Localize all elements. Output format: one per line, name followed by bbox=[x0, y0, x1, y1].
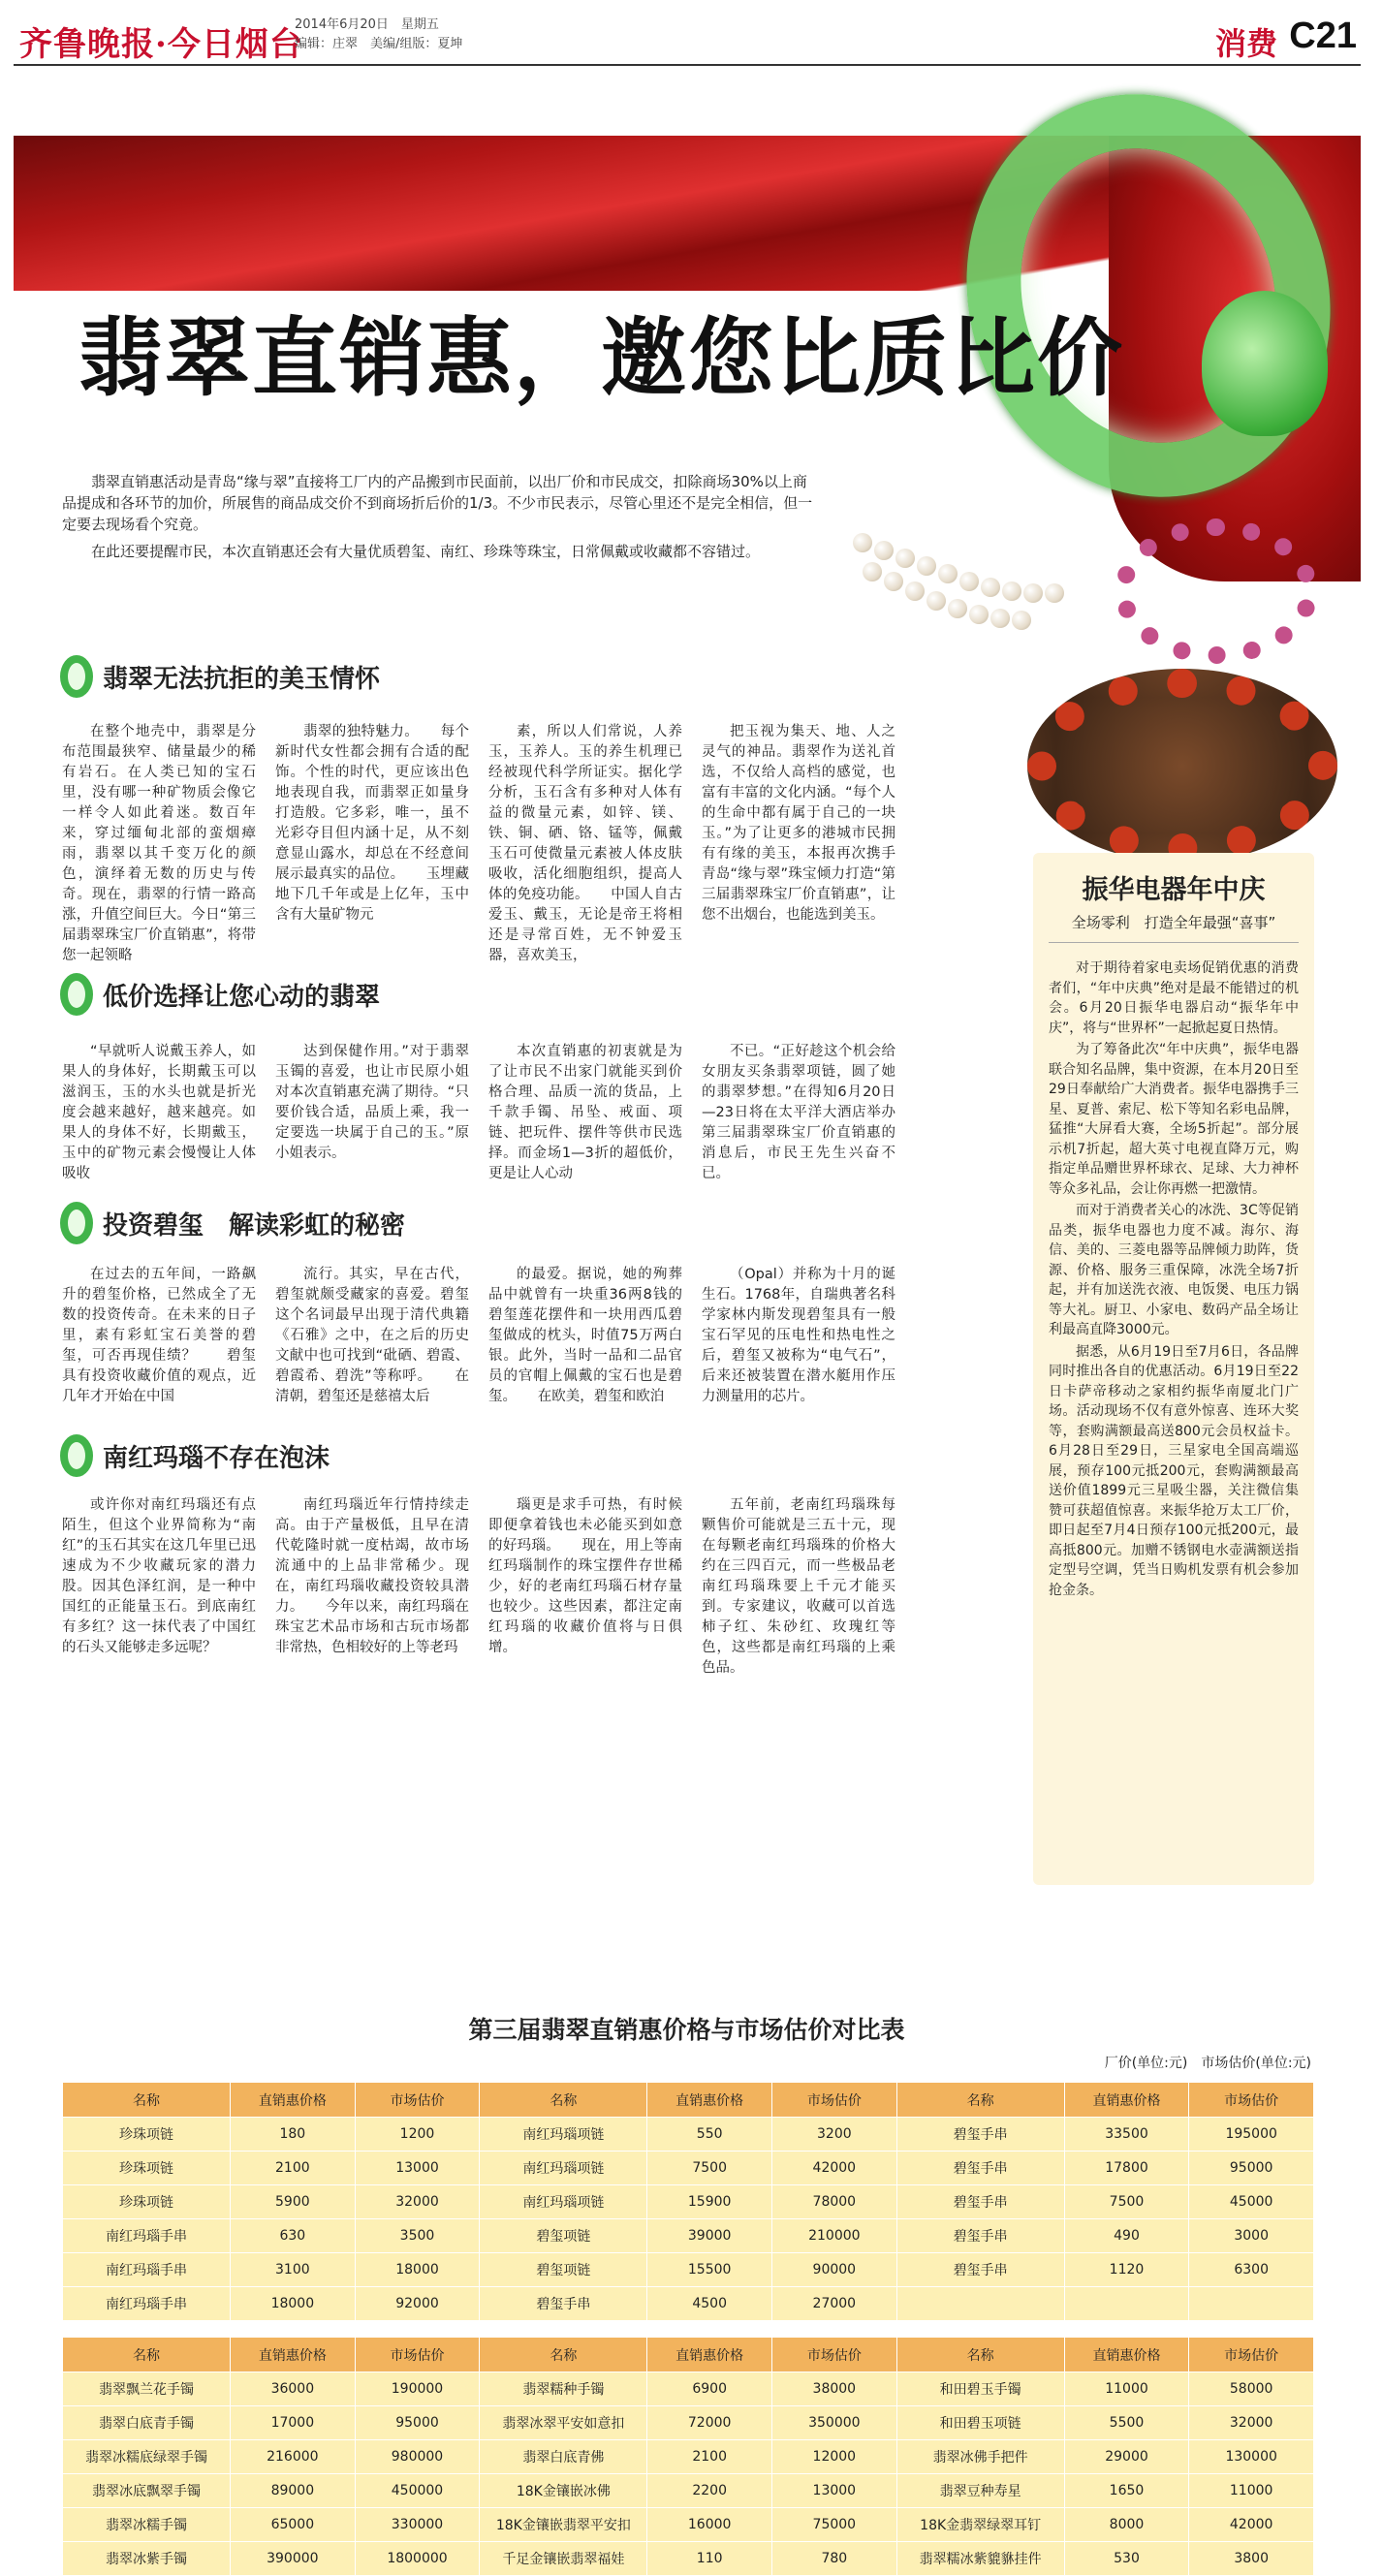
column-header: 直销惠价格 bbox=[231, 2083, 356, 2118]
column-header: 市场估价 bbox=[772, 2338, 897, 2372]
price-cell: 89000 bbox=[231, 2474, 356, 2508]
product-name-cell: 珍珠项链 bbox=[63, 2152, 231, 2185]
column-header: 市场估价 bbox=[355, 2083, 480, 2118]
sidebar-title: 振华电器年中庆 bbox=[1082, 875, 1266, 905]
article-column: 在整个地壳中，翡翠是分布范围最狭窄、储量最少的稀有岩石。在人类已知的宝石里，没有哪一种矿物质会像它一样令人如此着迷。数百年来，穿过缅甸北部的蛮烟瘴雨，翡翠以其千变万化的颜色，演绎着无数的历史与传奇。现在，翡翠的行情一路高涨，升值空间巨大。今日“第三届翡翠珠宝厂价直销惠”，将带您一起领略 bbox=[62, 724, 256, 963]
sidebar-paragraph: 而对于消费者关心的冰洗、3C等促销品类，振华电器也力度不减。海尔、海信、美的、三菱电器等品牌倾力助阵，货源、价格、服务三重保障，冰洗全场7折起，并有加送洗衣液、电饭煲、电压力锅等大礼。厨卫、小家电、数码产品全场让利最高直降3000元。 bbox=[1049, 1203, 1299, 1337]
product-name-cell: 翡翠糯冰紫貔貅挂件 bbox=[896, 2542, 1064, 2576]
price-cell: 6900 bbox=[647, 2372, 772, 2406]
issue-meta bbox=[295, 16, 462, 54]
price-table-1 bbox=[62, 2082, 1314, 2321]
section-title: 投资碧玺 解读彩虹的秘密 bbox=[103, 1210, 406, 1241]
price-cell: 18000 bbox=[231, 2287, 356, 2321]
column-header: 名称 bbox=[896, 2338, 1064, 2372]
price-cell: 27000 bbox=[772, 2287, 897, 2321]
article-column: 素，所以人们常说，人养玉，玉养人。玉的养生机理已经被现代科学所证实。据化学分析，玉石含有多种对人体有益的微量元素，如锌、镁、铁、铜、硒、铬、锰等，佩戴玉石可使微量元素被人体皮肤吸收，活化细胞组织，提高人体的免疫功能。 中国人自古爱玉、戴玉，无论是帝王将相还是寻常百姓，无不钟爱玉器，喜欢美玉， bbox=[488, 724, 682, 963]
price-cell: 95000 bbox=[355, 2406, 480, 2440]
column-header: 直销惠价格 bbox=[647, 2338, 772, 2372]
product-name-cell: 碧玺手串 bbox=[896, 2152, 1064, 2185]
price-cell: 16000 bbox=[647, 2508, 772, 2542]
product-name-cell: 碧玺手串 bbox=[896, 2118, 1064, 2152]
price-cell: 216000 bbox=[231, 2440, 356, 2474]
column-header: 名称 bbox=[480, 2083, 647, 2118]
table-header-row bbox=[63, 2083, 1314, 2118]
table-row bbox=[63, 2287, 1314, 2321]
price-cell: 4500 bbox=[647, 2287, 772, 2321]
section-title: 低价选择让您心动的翡翠 bbox=[103, 982, 381, 1012]
column-header: 名称 bbox=[63, 2338, 231, 2372]
table-row bbox=[63, 2474, 1314, 2508]
sidebar-ad bbox=[1033, 853, 1314, 1885]
price-cell: 190000 bbox=[355, 2372, 480, 2406]
newspaper-logo bbox=[19, 17, 303, 65]
article-column: 五年前，老南红玛瑙珠每颗售价可能就是三五十元，现在每颗老南红玛瑙珠的价格大约在三四百元，而一些极品老南红玛瑙珠要上千元才能买到。专家建议，收藏可以首选柿子红、朱砂红、玫瑰红等色，这些都是南红玛瑙的上乘色品。 bbox=[702, 1497, 895, 1676]
column-header: 名称 bbox=[480, 2338, 647, 2372]
price-cell: 17000 bbox=[231, 2406, 356, 2440]
section-heading bbox=[60, 1434, 330, 1477]
price-cell: 2100 bbox=[647, 2440, 772, 2474]
column-header: 市场估价 bbox=[1189, 2083, 1314, 2118]
price-cell: 630 bbox=[231, 2219, 356, 2253]
tourmaline-bracelet-image bbox=[1115, 518, 1318, 664]
product-name-cell bbox=[896, 2287, 1064, 2321]
article-columns bbox=[62, 722, 954, 966]
article-columns bbox=[62, 1265, 895, 1407]
column-header: 市场估价 bbox=[772, 2083, 897, 2118]
price-cell: 3000 bbox=[1189, 2219, 1314, 2253]
price-cell: 11000 bbox=[1189, 2474, 1314, 2508]
product-name-cell: 珍珠项链 bbox=[63, 2185, 231, 2219]
price-cell: 32000 bbox=[355, 2185, 480, 2219]
table-row bbox=[63, 2253, 1314, 2287]
table-row bbox=[63, 2118, 1314, 2152]
price-cell: 490 bbox=[1064, 2219, 1189, 2253]
article-columns bbox=[62, 1042, 895, 1184]
column-header: 直销惠价格 bbox=[647, 2083, 772, 2118]
table-row bbox=[63, 2508, 1314, 2542]
section-heading bbox=[60, 973, 380, 1016]
price-cell: 1120 bbox=[1064, 2253, 1189, 2287]
column-header: 直销惠价格 bbox=[1064, 2338, 1189, 2372]
product-name-cell: 南红玛瑙项链 bbox=[480, 2118, 647, 2152]
sidebar-paragraph: 为了筹备此次“年中庆典”，振华电器联合知名品牌，集中资源，在本月20日至29日奉献给广大消费者。振华电器携手三星、夏普、索尼、松下等知名彩电品牌，猛推“大屏看大赛，全场5折起”。部分展示机7折起，超大英寸电视直降万元，购指定单品赠世界杯球衣、足球、大力神杯等众多礼品，会让你再燃一把激情。 bbox=[1049, 1042, 1299, 1197]
product-name-cell: 翡翠冰佛手把件 bbox=[896, 2440, 1064, 2474]
section-label: 消费 bbox=[1214, 25, 1277, 62]
article-columns bbox=[62, 1495, 895, 1679]
intro-paragraph: 在此还要提醒市民，本次直销惠还会有大量优质碧玺、南红、珍珠等珠宝，日常佩戴或收藏都不容错过。 bbox=[91, 543, 761, 560]
product-name-cell: 翡翠冰底飘翠手镯 bbox=[63, 2474, 231, 2508]
price-cell: 29000 bbox=[1064, 2440, 1189, 2474]
section-title: 翡翠无法抗拒的美玉情怀 bbox=[103, 664, 381, 694]
price-cell: 72000 bbox=[647, 2406, 772, 2440]
article-column: 在过去的五年间，一路飙升的碧玺价格，已然成全了无数的投资传奇。在未来的日子里，素有彩虹宝石美誉的碧玺，可否再现佳绩？ 碧玺具有投资收藏价值的观点，近几年才开始在中国 bbox=[62, 1267, 256, 1404]
product-name-cell: 碧玺项链 bbox=[480, 2253, 647, 2287]
price-cell: 980000 bbox=[355, 2440, 480, 2474]
price-cell: 3200 bbox=[772, 2118, 897, 2152]
sidebar-subtitle: 全场零利 打造全年最强“喜事” bbox=[1049, 912, 1299, 943]
price-cell: 6300 bbox=[1189, 2253, 1314, 2287]
price-cell: 8000 bbox=[1064, 2508, 1189, 2542]
jade-ring-icon bbox=[60, 655, 93, 698]
article-column: （Opal）并称为十月的诞生石。1768年，自瑞典著名科学家林内斯发现碧玺具有一般宝石罕见的压电性和热电性之后，碧玺又被称为“电气石”，后来还被装置在潜水艇用作压力测量用的芯片。 bbox=[702, 1267, 895, 1404]
column-header: 市场估价 bbox=[1189, 2338, 1314, 2372]
price-cell: 90000 bbox=[772, 2253, 897, 2287]
section-heading bbox=[60, 655, 380, 698]
article-column: “早就听人说戴玉养人，如果人的身体好，长期戴玉可以滋润玉，玉的水头也就是折光度会越来越好，越来越亮。如果人的身体不好，长期戴玉，玉中的矿物元素会慢慢让人体吸收 bbox=[62, 1044, 256, 1181]
product-name-cell: 南红玛瑙项链 bbox=[480, 2185, 647, 2219]
product-name-cell: 碧玺手串 bbox=[896, 2253, 1064, 2287]
intro-text bbox=[62, 471, 818, 568]
sidebar-body bbox=[1049, 958, 1299, 1600]
pearl-necklace-image bbox=[853, 523, 1105, 640]
section-heading bbox=[60, 1202, 405, 1244]
price-cell: 5900 bbox=[231, 2185, 356, 2219]
price-cell: 110 bbox=[647, 2542, 772, 2576]
price-cell: 33500 bbox=[1064, 2118, 1189, 2152]
article-column: 翡翠的独特魅力。 每个新时代女性都会拥有合适的配饰。个性的时代，更应该出色地表现自我，而翡翠正如量身打造般。它多彩，唯一，虽不光彩夺目但内涵十足，从不刻意显山露水，却总在不经意间展示最真实的品位。 玉埋藏地下几千年或是上亿年，玉中含有大量矿物元 bbox=[275, 724, 469, 923]
issue-date: 2014年6月20日 星期五 bbox=[295, 17, 439, 32]
product-name-cell: 翡翠飘兰花手镯 bbox=[63, 2372, 231, 2406]
table-row bbox=[63, 2542, 1314, 2576]
price-cell: 450000 bbox=[355, 2474, 480, 2508]
price-cell: 65000 bbox=[231, 2508, 356, 2542]
table-row bbox=[63, 2406, 1314, 2440]
masthead bbox=[14, 8, 1361, 66]
article-column: 南红玛瑙近年行情持续走高。由于产量极低，且早在清代乾隆时就一度枯竭，故市场流通中的上品非常稀少。现在，南红玛瑙收藏投资较具潜力。 今年以来，南红玛瑙在珠宝艺术品市场和古玩市场都非常热，色相较好的上等老玛 bbox=[275, 1497, 469, 1655]
product-name-cell: 和田碧玉手镯 bbox=[896, 2372, 1064, 2406]
product-name-cell: 珍珠项链 bbox=[63, 2118, 231, 2152]
price-units: 厂价(单位:元) 市场估价(单位:元) bbox=[1104, 2056, 1311, 2071]
price-cell: 42000 bbox=[1189, 2508, 1314, 2542]
price-cell: 130000 bbox=[1189, 2440, 1314, 2474]
price-cell: 3800 bbox=[1189, 2542, 1314, 2576]
price-cell: 92000 bbox=[355, 2287, 480, 2321]
product-name-cell: 南红玛瑙手串 bbox=[63, 2287, 231, 2321]
price-cell: 1200 bbox=[355, 2118, 480, 2152]
price-cell: 2100 bbox=[231, 2152, 356, 2185]
price-cell: 42000 bbox=[772, 2152, 897, 2185]
table-row bbox=[63, 2185, 1314, 2219]
price-cell bbox=[1189, 2287, 1314, 2321]
price-cell: 5500 bbox=[1064, 2406, 1189, 2440]
page-number: C21 bbox=[1289, 16, 1357, 56]
price-cell: 17800 bbox=[1064, 2152, 1189, 2185]
price-cell: 58000 bbox=[1189, 2372, 1314, 2406]
price-cell: 7500 bbox=[1064, 2185, 1189, 2219]
product-name-cell: 翡翠冰紫手镯 bbox=[63, 2542, 231, 2576]
price-cell: 15900 bbox=[647, 2185, 772, 2219]
price-cell: 180 bbox=[231, 2118, 356, 2152]
price-cell: 350000 bbox=[772, 2406, 897, 2440]
column-header: 名称 bbox=[63, 2083, 231, 2118]
jade-ring-icon bbox=[60, 973, 93, 1016]
paper-name: 齐鲁晚报 bbox=[19, 25, 155, 64]
price-cell: 780 bbox=[772, 2542, 897, 2576]
product-name-cell: 南红玛瑙手串 bbox=[63, 2253, 231, 2287]
column-header: 名称 bbox=[896, 2083, 1064, 2118]
jade-ring-icon bbox=[60, 1434, 93, 1477]
price-cell: 530 bbox=[1064, 2542, 1189, 2576]
price-cell: 330000 bbox=[355, 2508, 480, 2542]
headline: 翡翠直销惠，邀您比质比价 bbox=[78, 308, 1125, 408]
product-name-cell: 翡翠糯种手镯 bbox=[480, 2372, 647, 2406]
product-name-cell: 18K金镶嵌冰佛 bbox=[480, 2474, 647, 2508]
product-name-cell: 碧玺手串 bbox=[896, 2185, 1064, 2219]
article-column: 的最爱。据说，她的殉葬品中就曾有一块重36两8钱的碧玺莲花摆件和一块用西瓜碧玺做成的枕头，时值75万两白银。此外，当时一品和二品官员的官帽上佩戴的宝石也是碧玺。 在欧美，碧玺和欧泊 bbox=[488, 1267, 682, 1404]
price-cell: 11000 bbox=[1064, 2372, 1189, 2406]
product-name-cell: 18K金镶嵌翡翠平安扣 bbox=[480, 2508, 647, 2542]
price-table-2 bbox=[62, 2337, 1314, 2576]
product-name-cell: 碧玺手串 bbox=[896, 2219, 1064, 2253]
edition-name: ·今日烟台 bbox=[155, 25, 303, 64]
article-column: 流行。其实，早在古代，碧玺就颇受藏家的喜爱。碧玺这个名词最早出现于清代典籍《石雅》之中，在之后的历史文献中也可找到“砒硒、碧霞、碧霞希、碧洗”等称呼。 在清朝，碧玺还是慈禧太后 bbox=[275, 1267, 469, 1404]
product-name-cell: 碧玺项链 bbox=[480, 2219, 647, 2253]
price-cell: 390000 bbox=[231, 2542, 356, 2576]
table-header-row bbox=[63, 2338, 1314, 2372]
price-cell: 550 bbox=[647, 2118, 772, 2152]
price-cell: 13000 bbox=[772, 2474, 897, 2508]
column-header: 直销惠价格 bbox=[1064, 2083, 1189, 2118]
table-row bbox=[63, 2440, 1314, 2474]
table-row bbox=[63, 2372, 1314, 2406]
article-column: 把玉视为集天、地、人之灵气的神品。翡翠作为送礼首选，不仅给人高档的感觉，也富有丰富的文化内涵。“每个人的生命中都有属于自己的一块玉。”为了让更多的港城市民拥有有缘的美玉，本报再次携手青岛“缘与翠”珠宝倾力打造“第三届翡翠珠宝厂价直销惠”，让您不出烟台，也能选到美玉。 bbox=[702, 724, 895, 923]
product-name-cell: 碧玺手串 bbox=[480, 2287, 647, 2321]
column-header: 市场估价 bbox=[355, 2338, 480, 2372]
column-header: 直销惠价格 bbox=[231, 2338, 356, 2372]
price-cell: 75000 bbox=[772, 2508, 897, 2542]
intro-paragraph: 翡翠直销惠活动是青岛“缘与翠”直接将工厂内的产品搬到市民面前，以出厂价和市民成交，扣除商场30%以上商品提成和各环节的加价，所展售的商品成交价不到商场折后价的1/3。不少市民表示，尽管心里还不是完全相信，但一定要去现场看个究竟。 bbox=[62, 473, 813, 533]
price-cell: 3500 bbox=[355, 2219, 480, 2253]
price-cell: 78000 bbox=[772, 2185, 897, 2219]
article-column: 达到保健作用。”对于翡翠玉镯的喜爱，也让市民原小姐对本次直销惠充满了期待。“只要价钱合适，品质上乘，我一定要选一块属于自己的玉。”原小姐表示。 bbox=[275, 1044, 469, 1161]
price-cell: 1650 bbox=[1064, 2474, 1189, 2508]
product-name-cell: 18K金翡翠绿翠耳钉 bbox=[896, 2508, 1064, 2542]
section-title: 南红玛瑙不存在泡沫 bbox=[103, 1443, 330, 1473]
editors-line: 编辑：庄翠 美编/组版：夏坤 bbox=[295, 37, 463, 51]
article-column: 不已。“正好趁这个机会给女朋友买条翡翠项链，圆了她的翡翠梦想。”在得知6月20日—23日将在太平洋大酒店举办第三届翡翠珠宝厂价直销惠的消息后，市民王先生兴奋不已。 bbox=[702, 1044, 895, 1181]
price-cell: 39000 bbox=[647, 2219, 772, 2253]
table-row bbox=[63, 2152, 1314, 2185]
product-name-cell: 千足金镶嵌翡翠福娃 bbox=[480, 2542, 647, 2576]
price-cell: 15500 bbox=[647, 2253, 772, 2287]
sidebar-paragraph: 对于期待着家电卖场促销优惠的消费者们，“年中庆典”绝对是最不能错过的机会。6月20日振华电器启动“振华年中庆”，将与“世界杯”一起掀起夏日热情。 bbox=[1049, 960, 1299, 1036]
sidebar-paragraph: 据悉，从6月19日至7月6日，各品牌同时推出各自的优惠活动。6月19日至22日卡萨帝移动之家相约振华南厦北门广场。活动现场不仅有意外惊喜、连环大奖等，套购满额最高送800元会员权益卡。6月28日至29日，三星家电全国高端巡展，预存100元抵200元，套购满额最高送价值1899元三星吸尘器，关注微信集赞可获超值惊喜。来振华抢万太工厂价，即日起至7月4日预存100元抵200元，最高抵800元。加赠不锈钢电水壶满额送指定型号空调，凭当日购机发票有机会参加抢金条。 bbox=[1049, 1343, 1299, 1598]
price-cell: 12000 bbox=[772, 2440, 897, 2474]
price-cell: 195000 bbox=[1189, 2118, 1314, 2152]
price-cell: 3100 bbox=[231, 2253, 356, 2287]
price-cell: 38000 bbox=[772, 2372, 897, 2406]
product-name-cell: 翡翠冰糯底绿翠手镯 bbox=[63, 2440, 231, 2474]
table-row bbox=[63, 2219, 1314, 2253]
article-column: 或许你对南红玛瑙还有点陌生，但这个业界简称为“南红”的玉石其实在这几年里已迅速成为不少收藏玩家的潜力股。因其色泽红润，是一种中国红的正能量玉石。到底南红有多红？这一抹代表了中国红的石头又能够走多远呢？ bbox=[62, 1497, 256, 1655]
product-name-cell: 翡翠豆种寿星 bbox=[896, 2474, 1064, 2508]
product-name-cell: 南红玛瑙手串 bbox=[63, 2219, 231, 2253]
price-cell: 210000 bbox=[772, 2219, 897, 2253]
product-name-cell: 和田碧玉项链 bbox=[896, 2406, 1064, 2440]
price-cell: 13000 bbox=[355, 2152, 480, 2185]
jade-pendant-image bbox=[1202, 291, 1328, 436]
article-column: 瑙更是求手可热，有时候即便拿着钱也未必能买到如意的好玛瑙。 现在，用上等南红玛瑙制作的珠宝摆件存世稀少，好的老南红玛瑙石材存量也较少。这些因素，都注定南红玛瑙的收藏价值将与日俱增。 bbox=[488, 1497, 682, 1655]
product-name-cell: 翡翠冰糯手镯 bbox=[63, 2508, 231, 2542]
price-cell: 95000 bbox=[1189, 2152, 1314, 2185]
product-name-cell: 翡翠白底青手镯 bbox=[63, 2406, 231, 2440]
price-cell: 7500 bbox=[647, 2152, 772, 2185]
product-name-cell: 翡翠白底青佛 bbox=[480, 2440, 647, 2474]
price-table-title: 第三届翡翠直销惠价格与市场估价对比表 bbox=[468, 2016, 905, 2044]
price-cell bbox=[1064, 2287, 1189, 2321]
article-column: 本次直销惠的初衷就是为了让市民不出家门就能买到价格合理、品质一流的货品，上千款手镯、吊坠、戒面、项链、把玩件、摆件等供市民选择。而金场1—3折的超低价，更是让人心动 bbox=[488, 1044, 682, 1181]
price-cell: 18000 bbox=[355, 2253, 480, 2287]
price-cell: 2200 bbox=[647, 2474, 772, 2508]
price-cell: 36000 bbox=[231, 2372, 356, 2406]
price-cell: 45000 bbox=[1189, 2185, 1314, 2219]
product-name-cell: 南红玛瑙项链 bbox=[480, 2152, 647, 2185]
red-agate-bracelet-image bbox=[1027, 669, 1337, 863]
jade-ring-icon bbox=[60, 1202, 93, 1244]
price-cell: 1800000 bbox=[355, 2542, 480, 2576]
product-name-cell: 翡翠冰翠平安如意扣 bbox=[480, 2406, 647, 2440]
price-cell: 32000 bbox=[1189, 2406, 1314, 2440]
